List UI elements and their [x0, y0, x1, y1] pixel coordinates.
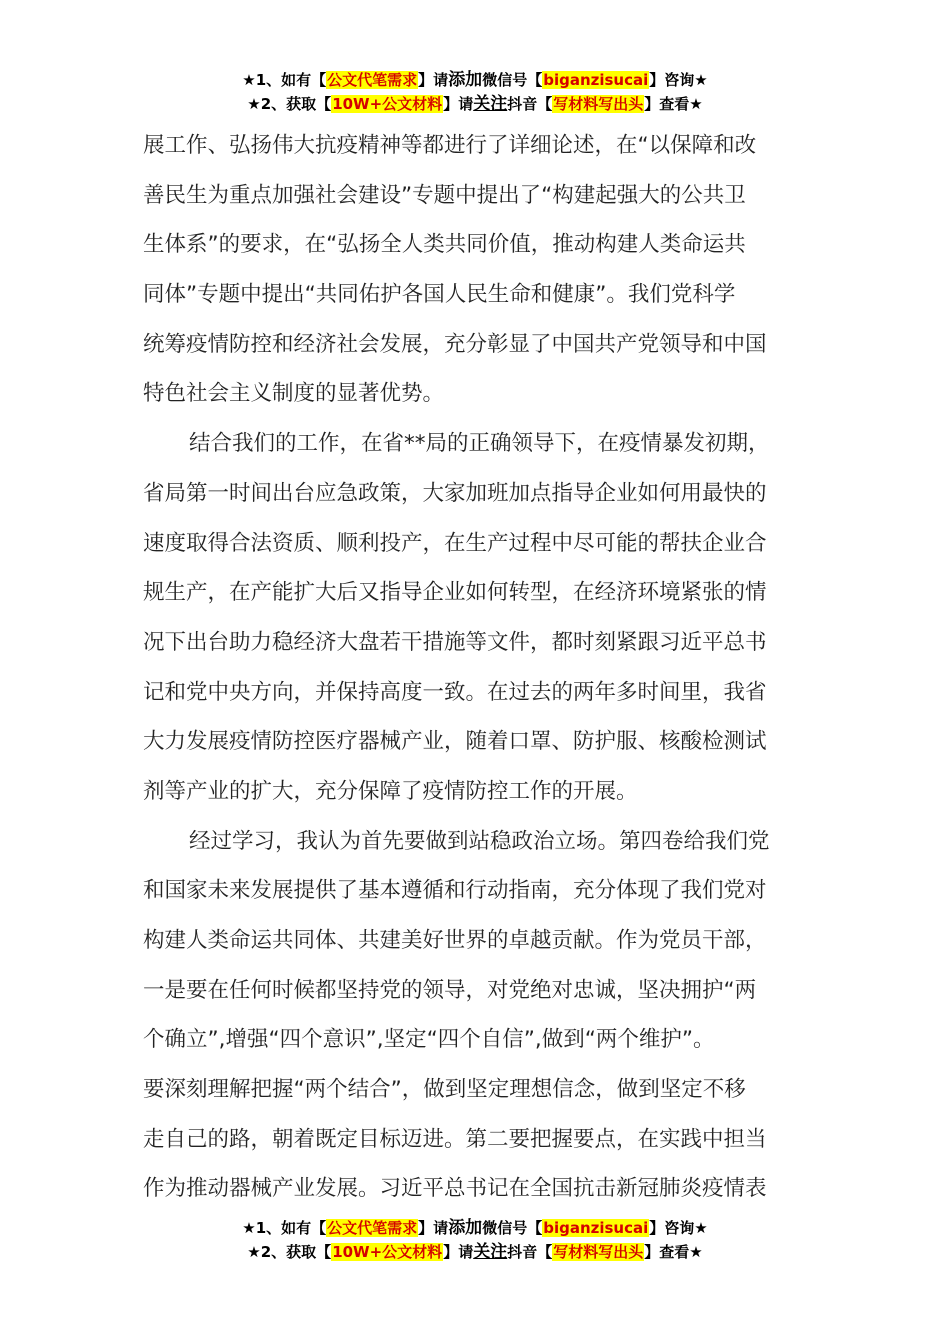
paragraph-start-line: 结合我们的工作，在省**局的正确领导下，在疫情暴发初期，	[189, 431, 770, 457]
banner-text: 抖音【	[507, 95, 553, 113]
banner-text: 】咨询★	[649, 1219, 708, 1237]
document-body	[143, 121, 811, 1214]
banner-text: 微信号【	[482, 1219, 543, 1237]
banner-text: 】请	[418, 71, 449, 89]
banner-text: 】请	[443, 95, 474, 113]
banner-text: 抖音【	[507, 1243, 553, 1261]
banner-highlight: 公文代笔需求	[327, 1219, 418, 1237]
banner-text: ★2、获取【	[247, 1243, 332, 1261]
banner-emphasis: 添加	[448, 70, 483, 90]
body-line: 生体系”的要求，在“弘扬全人类共同价值，推动构建人类命运共	[143, 232, 746, 258]
body-line: 善民生为重点加强社会建设”专题中提出了“构建起强大的公共卫	[143, 182, 746, 208]
banner-text: 】请	[443, 1243, 474, 1261]
banner-line-2	[0, 92, 950, 116]
body-line: 况下出台助力稳经济大盘若干措施等文件，都时刻紧跟习近平总书	[143, 629, 767, 655]
banner-text: 】请	[418, 1219, 449, 1237]
body-line: 个确立”,增强“四个意识”,坚定“四个自信”,做到“两个维护”。	[143, 1027, 715, 1053]
banner-wechat-id: biganzisucai	[543, 71, 649, 89]
banner-highlight: 10W+公文材料	[332, 1243, 443, 1261]
banner-wechat-id: biganzisucai	[543, 1219, 649, 1237]
body-line: 记和党中央方向，并保持高度一致。在过去的两年多时间里，我省	[143, 679, 767, 705]
banner-text: ★1、如有【	[242, 71, 327, 89]
body-line: 展工作、弘扬伟大抗疫精神等都进行了详细论述，在“以保障和改	[143, 133, 757, 158]
body-line: 要深刻理解把握“两个结合”，做到坚定理想信念，做到坚定不移	[143, 1077, 746, 1103]
banner-douyin-id: 写材料写出头	[553, 1243, 644, 1261]
banner-douyin-id: 写材料写出头	[553, 95, 644, 113]
body-line: 大力发展疫情防控医疗器械产业，随着口罩、防护服、核酸检测试	[143, 729, 767, 755]
banner-emphasis: 关注	[473, 1242, 508, 1262]
body-line: 构建人类命运共同体、共建美好世界的卓越贡献。作为党员干部，	[143, 928, 767, 953]
banner-highlight: 公文代笔需求	[327, 71, 418, 89]
body-line: 省局第一时间出台应急政策，大家加班加点指导企业如何用最快的	[143, 480, 767, 506]
body-line: 和国家未来发展提供了基本遵循和行动指南，充分体现了我们党对	[143, 878, 767, 904]
body-line: 统筹疫情防控和经济社会发展，充分彰显了中国共产党领导和中国	[143, 331, 767, 357]
banner-text: ★2、获取【	[247, 95, 332, 113]
banner-emphasis: 添加	[448, 1218, 483, 1238]
banner-line-1	[0, 1216, 950, 1240]
banner-text: 】查看★	[644, 95, 703, 113]
body-line: 作为推动器械产业发展。习近平总书记在全国抗击新冠肺炎疫情表	[143, 1176, 767, 1202]
body-line: 特色社会主义制度的显著优势。	[143, 381, 445, 407]
footer-banner	[0, 1216, 950, 1264]
body-line: 剂等产业的扩大，充分保障了疫情防控工作的开展。	[143, 778, 638, 804]
banner-text: ★1、如有【	[242, 1219, 327, 1237]
banner-line-1	[0, 68, 950, 92]
body-line: 同体”专题中提出“共同佑护各国人民生命和健康”。我们党科学	[143, 282, 736, 308]
paragraph-start-line: 经过学习，我认为首先要做到站稳政治立场。第四卷给我们党	[189, 828, 770, 854]
body-line: 一是要在任何时候都坚持党的领导，对党绝对忠诚，坚决拥护“两	[143, 977, 757, 1003]
banner-text: 】咨询★	[649, 71, 708, 89]
banner-highlight: 10W+公文材料	[332, 95, 443, 113]
body-line: 走自己的路，朝着既定目标迈进。第二要把握要点，在实践中担当	[143, 1126, 767, 1152]
banner-line-2	[0, 1240, 950, 1264]
banner-text: 】查看★	[644, 1243, 703, 1261]
header-banner	[0, 68, 950, 116]
body-line: 规生产，在产能扩大后又指导企业如何转型，在经济环境紧张的情	[143, 580, 767, 606]
banner-text: 微信号【	[482, 71, 543, 89]
banner-emphasis: 关注	[473, 94, 508, 114]
body-line: 速度取得合法资质、顺利投产，在生产过程中尽可能的帮扶企业合	[143, 530, 767, 556]
